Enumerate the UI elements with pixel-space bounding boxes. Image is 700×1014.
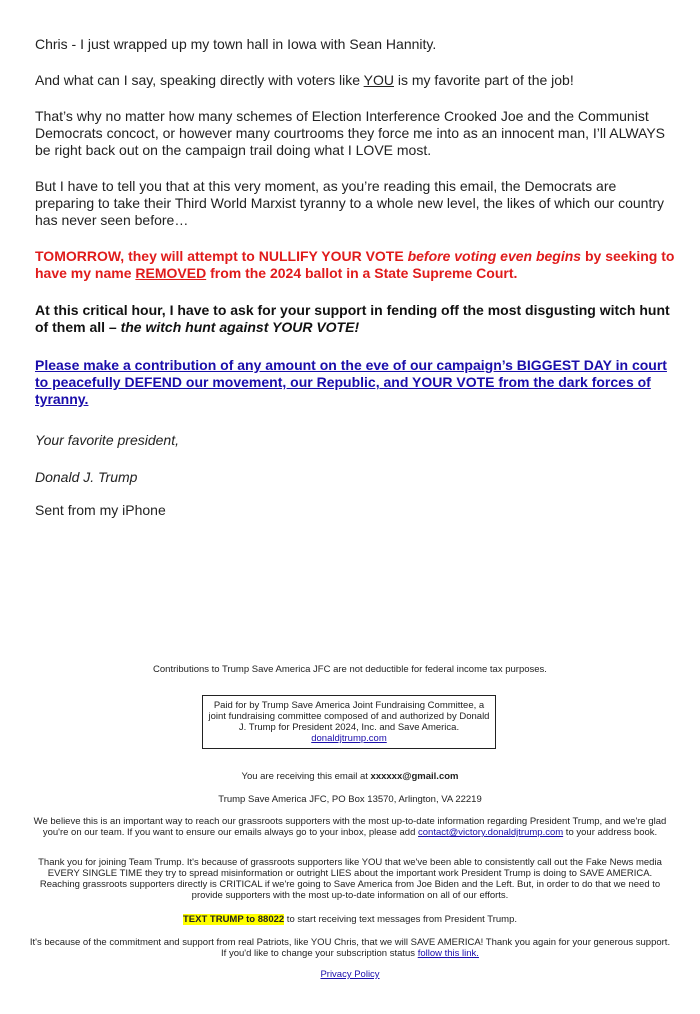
nullify-vote-paragraph bbox=[35, 248, 675, 282]
p5-part-b-italic: before voting even begins bbox=[407, 248, 582, 264]
subscription-link[interactable]: follow this link. bbox=[417, 948, 479, 959]
tax-deduction-note: Contributions to Trump Save America JFC are not deductible for federal income tax purposes. bbox=[153, 664, 547, 675]
privacy-policy-link[interactable]: Privacy Policy bbox=[320, 969, 380, 980]
text-signup-line bbox=[28, 914, 672, 925]
paid-for-text: Paid for by Trump Save America Joint Fundraising Committee, a joint fundraising committee composed of and authorized by Donald J. Trump for President 2024, Inc. and Save America. bbox=[208, 700, 490, 733]
p5-part-c: by seeking to have my name bbox=[35, 248, 675, 281]
p2-text-after: is my favorite part of the job! bbox=[393, 72, 574, 88]
text-signup-rest: to start receiving text messages from President Trump. bbox=[284, 914, 518, 925]
thanks-paragraph: Thank you for joining Team Trump. It's because of grassroots supporters like YOU that we've been able to consistently call out the Fake News media EVERY SINGLE TIME they try to spread misinformation or outright LIES about the important work President Trump is doing to SAVE AMERICA. Reaching grassroots supporters directly is CRITICAL if we're going to Save America from Joe Biden and the Left. But, in order to do that we need to provide supporters with the most up-to-date information on all of our efforts. bbox=[38, 857, 662, 901]
contact-email-link[interactable]: contact@victory.donaldjtrump.com bbox=[418, 827, 564, 838]
greeting-paragraph: Chris - I just wrapped up my town hall in Iowa with Sean Hannity. bbox=[35, 36, 437, 52]
site-link[interactable]: donaldjtrump.com bbox=[311, 733, 387, 744]
p5-part-a: TOMORROW, they will attempt to NULLIFY YOUR VOTE bbox=[35, 248, 408, 264]
signature: Donald J. Trump bbox=[35, 469, 138, 485]
p5-removed-underlined: REMOVED bbox=[135, 265, 207, 281]
receiving-prefix: You are receiving this email at bbox=[241, 771, 371, 782]
favorite-part-paragraph bbox=[35, 72, 574, 89]
contribution-link[interactable]: Please make a contribution of any amount on the eve of our campaign’s BIGGEST DAY in court to peacefully DEFEND our movement, our Republic, and YOUR VOTE from the dark forces of tyranny. bbox=[35, 357, 667, 407]
text-trump-highlight: TEXT TRUMP to 88022 bbox=[182, 914, 285, 925]
closing-line: Your favorite president, bbox=[35, 432, 179, 448]
privacy-line bbox=[28, 969, 672, 980]
schemes-paragraph: That’s why no matter how many schemes of Election Interference Crooked Joe and the Communist Democrats concoct, or however many courtrooms they force me into as an innocent man, I’ll ALWAYS be right back out on the campaign trail doing what I LOVE most. bbox=[35, 108, 666, 158]
sent-from-line: Sent from my iPhone bbox=[35, 502, 166, 518]
believe-text-a: We believe this is an important way to reach our grassroots supporters with the most up-to-date information regarding President Trump, and we're glad you're on our team. If you want to ensure our emails always go to your inbox, please add bbox=[33, 816, 667, 838]
commit-text: It's because of the commitment and support from real Patriots, like YOU Chris, that we will SAVE AMERICA! Thank you again for your generous support. If you'd like to change your subscription status bbox=[29, 937, 671, 959]
receiving-email-line bbox=[28, 771, 672, 782]
receiving-email: xxxxxx@gmail.com bbox=[370, 771, 459, 782]
address-book-paragraph bbox=[28, 816, 672, 838]
p5-part-e: from the 2024 ballot in a State Supreme Court. bbox=[206, 265, 518, 281]
p2-you-underlined: YOU bbox=[363, 72, 394, 88]
commitment-paragraph bbox=[28, 937, 672, 959]
tyranny-paragraph: But I have to tell you that at this very moment, as you’re reading this email, the Democrats are preparing to take their Third World Marxist tyranny to a whole new level, the likes of which our country has never seen before… bbox=[35, 178, 664, 228]
critical-hour-paragraph bbox=[35, 302, 675, 336]
contribution-paragraph bbox=[35, 357, 675, 408]
p6-part-a: At this critical hour, I have to ask for your support in fending off the most disgusting witch hunt of them all – bbox=[35, 302, 670, 335]
p2-text-before: And what can I say, speaking directly with voters like bbox=[35, 72, 364, 88]
believe-text-b: to your address book. bbox=[563, 827, 658, 838]
paid-for-box bbox=[202, 695, 496, 749]
p6-part-b-italic: the witch hunt against YOUR VOTE! bbox=[120, 319, 360, 335]
mailing-address: Trump Save America JFC, PO Box 13570, Arlington, VA 22219 bbox=[218, 794, 482, 805]
